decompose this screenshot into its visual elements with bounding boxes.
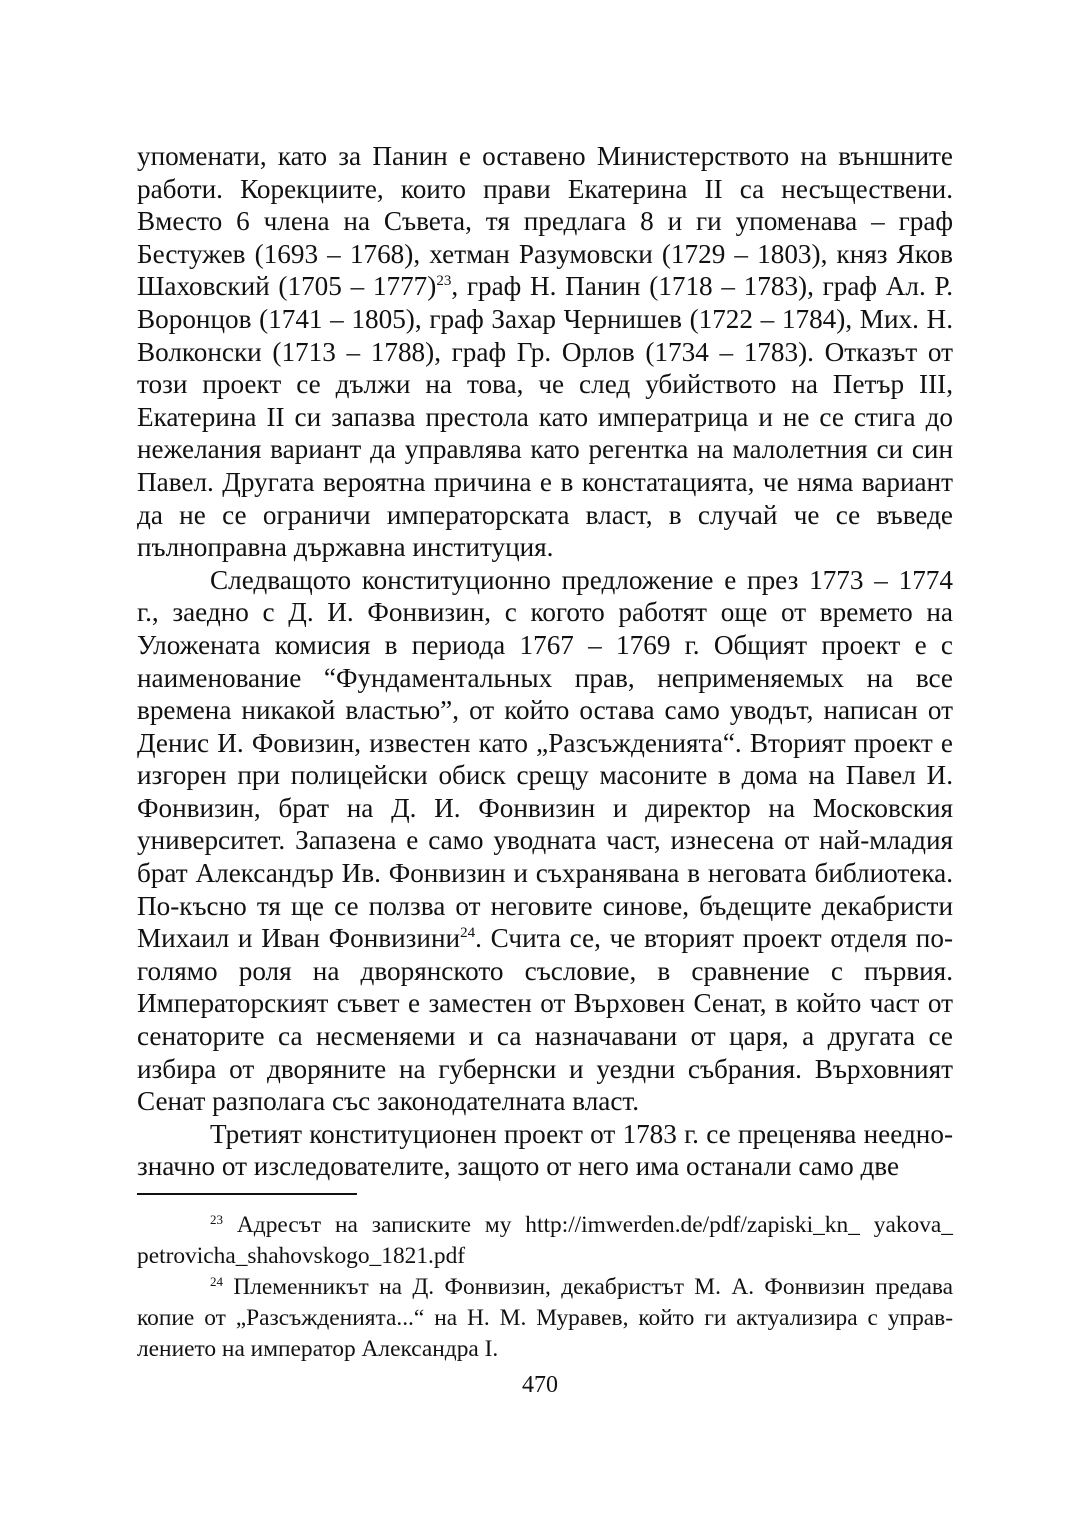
footnote-separator <box>137 1193 357 1195</box>
page-number: 470 <box>522 1372 558 1398</box>
footnote-ref-24[interactable]: 24 <box>460 925 476 942</box>
paragraph-1: упоменати, като за Панин е оставено Министерството на външните работи. Корекциите, които прави Екатерина II са несъществени. Вместо 6 члена на Съвета, тя предлага 8 и ги упоменава – граф Бестужев (1693 – 1768), хетман Разумовски (1729 – 1803), княз Яков Шаховский (1705 – 1777)$^{23}$, граф Н. Панин (1718 – 1783), граф Ал. Р. Воронцов (1741 – 1805), граф Захар Чернишев (1722 – 1784), Мих. Н. Волконски (1713 – 1788), граф Гр. Орлов (1734 – 1783). Отказът от този проект се дължи на това, че след убийството на Петър III, Екатерина II си запазва престола като императрица и не се стига до нежелания вариант да управлява като регентка на малолетния си син Павел. Другата вероятна причина е в констатацията, че няма вариант да не се ограничи императорската власт, в случай че се въведе пълноправна държавна институция. <box>137 141 953 563</box>
footnote-number-23: 23 <box>210 1212 223 1227</box>
footnote-23: $^{23}$ Адресът на записките му http://imwerden.de/pdf/zapiski_kn_ yakova_ petrovicha_shahovskogo_1821.pdf <box>137 1212 953 1269</box>
footnote-number-24: 24 <box>210 1274 223 1289</box>
paragraph-2: Следващото конституционно предложение е през 1773 – 1774 г., заедно с Д. И. Фонвизин, с когото работят още от времето на Уложената комисия в периода 1767 – 1769 г. Общият проект е с наименование “Фундаментальных прав, неприменяемых на все времена никакой властью”, от който остава само уводът, написан от Денис И. Фовизин, известен като „Разсъжденията“. Вторият проект е изгорен при полицейски обиск срещу масоните в дома на Павел И. Фонвизин, брат на Д. И. Фонвизин и директор на Московския университет. Запазена е само уводната част, изнесена от най-младия брат Александър Ив. Фонвизин и съхранявана в неговата библиотека. По-късно тя ще се ползва от неговите синове, бъдещите декабристи Михаил и Иван Фонвизини$^{24}$. Счита се, че вторият проект отделя по-голямо роля на дворянското съсловие, в сравнение с първия. Императорският съвет е заместен от Върховен Сенат, в който част от сенаторите са несменяеми и са назначавани от царя, а другата се избира от дворяните на губернски и уездни събрания. Върховният Сенат разполага със законодателната власт. <box>137 564 953 1117</box>
footnote-ref-23[interactable]: 23 <box>436 273 452 290</box>
paragraph-3: Третият конституционен проект от 1783 г. се преценява нееднозначно от изследователите, защото от него има останали само две <box>137 1118 953 1182</box>
body-text <box>137 140 953 1183</box>
footnote-24: $^{24}$ Племенникът на Д. Фонвизин, декабристът М. А. Фонвизин предава копие от „Разсъжденията...“ на Н. М. Муравев, който ги актуализира с управлението на император Александра I. <box>137 1274 953 1362</box>
footnotes <box>137 1210 953 1365</box>
